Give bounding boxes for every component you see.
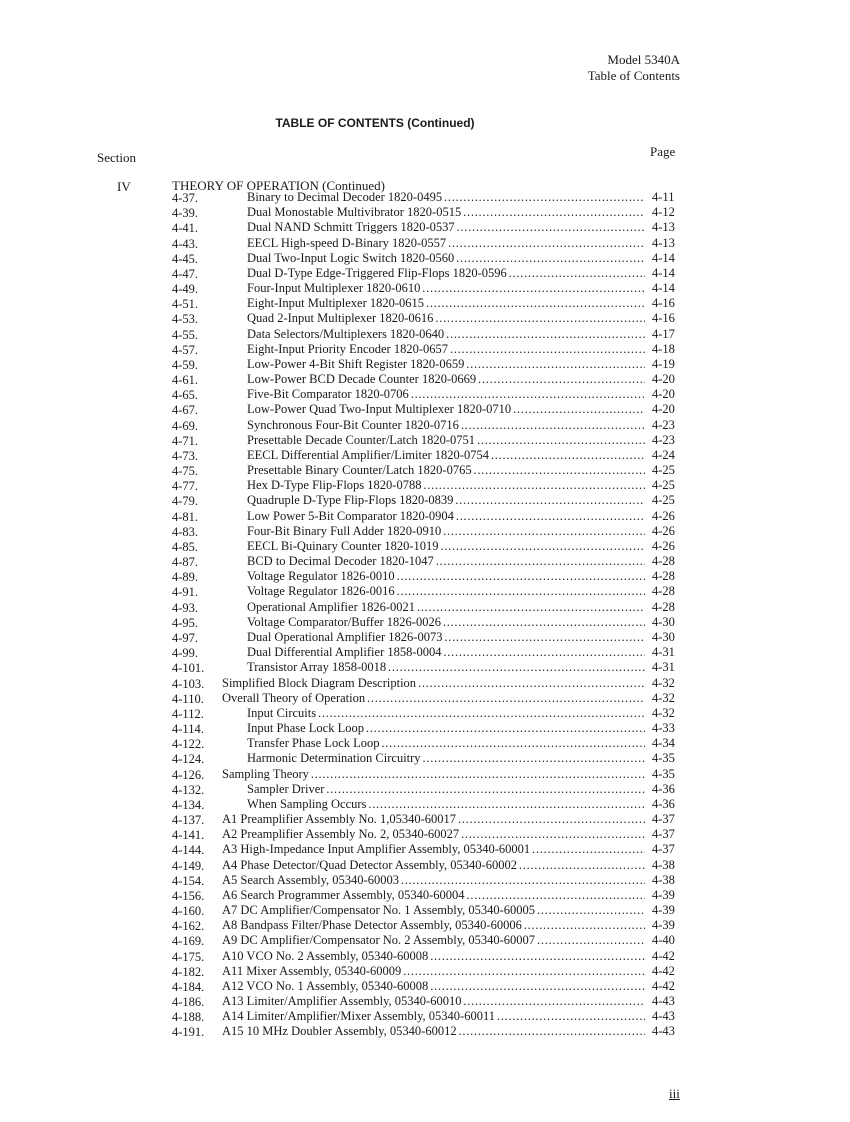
entry-number: 4-188. bbox=[172, 1010, 205, 1025]
entry-page: 4-11 bbox=[652, 190, 675, 204]
entry-title: Presettable Binary Counter/Latch 1820-0765 . . . bbox=[247, 463, 645, 478]
entry-page: 4-26 bbox=[652, 538, 675, 553]
entry-page: 4-25 bbox=[652, 493, 675, 508]
entry-page: 4-20 bbox=[652, 387, 675, 402]
entry-title: Four-Bit Binary Full Adder 1820-0910 . . . bbox=[247, 524, 645, 539]
entry-title: Overall Theory of Operation . . . bbox=[222, 691, 645, 706]
entry-title: A6 Search Programmer Assembly, 05340-60004 . . . bbox=[222, 888, 645, 903]
entry-page: 4-14 bbox=[652, 281, 675, 296]
entry-page: 4-35 bbox=[652, 751, 675, 766]
entry-page: 4-35 bbox=[652, 766, 675, 781]
entry-page: 4-28 bbox=[652, 554, 675, 569]
entry-title: Dual Differential Amplifier 1858-0004 . . . bbox=[247, 645, 645, 660]
entry-page: 4-39 bbox=[652, 903, 675, 918]
entry-number: 4-134. bbox=[172, 797, 205, 812]
entry-title: A13 Limiter/Amplifier Assembly, 05340-60010 . . . bbox=[222, 994, 645, 1009]
toc-entry[interactable] bbox=[172, 736, 687, 751]
entry-page: 4-23 bbox=[652, 417, 675, 432]
entry-number: 4-175. bbox=[172, 949, 205, 964]
toc-entry[interactable] bbox=[172, 448, 687, 463]
entry-number: 4-47. bbox=[172, 266, 199, 281]
toc-entry[interactable] bbox=[172, 873, 687, 888]
entry-number: 4-51. bbox=[172, 297, 199, 312]
toc-entry[interactable] bbox=[172, 903, 687, 918]
toc-entry[interactable] bbox=[172, 812, 687, 827]
toc-entry[interactable] bbox=[172, 190, 687, 205]
entry-page: 4-25 bbox=[652, 463, 675, 478]
entry-page: 4-26 bbox=[652, 508, 675, 523]
entry-title: Voltage Regulator 1826-0010 . . . bbox=[247, 569, 645, 584]
toc-entry[interactable] bbox=[172, 236, 687, 251]
entry-title: Voltage Regulator 1826-0016 . . . bbox=[247, 584, 645, 599]
entry-title: Transistor Array 1858-0018 . . . bbox=[247, 660, 645, 675]
entry-title: EECL Bi-Quinary Counter 1820-1019 . . . bbox=[247, 539, 645, 554]
entry-title: Simplified Block Diagram Description . . . bbox=[222, 676, 645, 691]
entry-page: 4-16 bbox=[652, 296, 675, 311]
entry-title: A2 Preamplifier Assembly No. 2, 05340-60027 . . . bbox=[222, 827, 645, 842]
toc-entry[interactable] bbox=[172, 311, 687, 326]
entry-page: 4-28 bbox=[652, 569, 675, 584]
entry-page: 4-31 bbox=[652, 645, 675, 660]
entry-title: Voltage Comparator/Buffer 1826-0026 . . . bbox=[247, 615, 645, 630]
entry-page: 4-28 bbox=[652, 584, 675, 599]
toc-entry[interactable] bbox=[172, 266, 687, 281]
entry-number: 4-154. bbox=[172, 873, 205, 888]
entry-number: 4-132. bbox=[172, 782, 205, 797]
entry-title: A5 Search Assembly, 05340-60003 . . . bbox=[222, 873, 645, 888]
toc-entry[interactable] bbox=[172, 493, 687, 508]
entry-number: 4-67. bbox=[172, 403, 199, 418]
entry-number: 4-43. bbox=[172, 236, 199, 251]
entry-number: 4-49. bbox=[172, 282, 199, 297]
entry-title: Eight-Input Priority Encoder 1820-0657 . . . bbox=[247, 342, 645, 357]
entry-number: 4-75. bbox=[172, 464, 199, 479]
entry-title: Synchronous Four-Bit Counter 1820-0716 . . . bbox=[247, 418, 645, 433]
entry-page: 4-14 bbox=[652, 265, 675, 280]
entry-number: 4-169. bbox=[172, 934, 205, 949]
entry-page: 4-25 bbox=[652, 478, 675, 493]
toc-entry[interactable] bbox=[172, 645, 687, 660]
entry-title: A9 DC Amplifier/Compensator No. 2 Assembly, 05340-60007 . . . bbox=[222, 933, 645, 948]
entry-page: 4-30 bbox=[652, 614, 675, 629]
entry-number: 4-156. bbox=[172, 888, 205, 903]
entry-number: 4-39. bbox=[172, 206, 199, 221]
entry-number: 4-144. bbox=[172, 843, 205, 858]
entry-number: 4-191. bbox=[172, 1025, 205, 1040]
entry-page: 4-16 bbox=[652, 311, 675, 326]
entry-number: 4-81. bbox=[172, 509, 199, 524]
toc-entry[interactable] bbox=[172, 433, 687, 448]
toc-entry[interactable] bbox=[172, 842, 687, 857]
entry-number: 4-99. bbox=[172, 646, 199, 661]
toc-entry[interactable] bbox=[172, 402, 687, 417]
entry-number: 4-91. bbox=[172, 585, 199, 600]
toc-entry[interactable] bbox=[172, 1024, 687, 1039]
entry-page: 4-42 bbox=[652, 948, 675, 963]
entry-number: 4-149. bbox=[172, 858, 205, 873]
entry-title: Input Phase Lock Loop . . . bbox=[247, 721, 645, 736]
entry-number: 4-73. bbox=[172, 448, 199, 463]
entry-page: 4-20 bbox=[652, 372, 675, 387]
entry-title: Harmonic Determination Circuitry . . . bbox=[247, 751, 645, 766]
toc-entry[interactable] bbox=[172, 569, 687, 584]
toc-entry[interactable] bbox=[172, 600, 687, 615]
entry-page: 4-32 bbox=[652, 675, 675, 690]
entry-number: 4-186. bbox=[172, 995, 205, 1010]
entry-page: 4-37 bbox=[652, 812, 675, 827]
entry-title: Binary to Decimal Decoder 1820-0495 . . . bbox=[247, 190, 645, 205]
toc-entry[interactable] bbox=[172, 888, 687, 903]
entry-title: Five-Bit Comparator 1820-0706 . . . bbox=[247, 387, 645, 402]
toc-entry[interactable] bbox=[172, 539, 687, 554]
entry-number: 4-122. bbox=[172, 737, 205, 752]
entry-title: A15 10 MHz Doubler Assembly, 05340-60012 . . . bbox=[222, 1024, 645, 1039]
toc-entry[interactable] bbox=[172, 660, 687, 675]
entry-page: 4-26 bbox=[652, 523, 675, 538]
toc-entry[interactable] bbox=[172, 584, 687, 599]
toc-entry[interactable] bbox=[172, 327, 687, 342]
toc-entry[interactable] bbox=[172, 751, 687, 766]
entry-page: 4-13 bbox=[652, 220, 675, 235]
entry-number: 4-162. bbox=[172, 919, 205, 934]
entry-number: 4-37. bbox=[172, 191, 199, 205]
entry-page: 4-23 bbox=[652, 432, 675, 447]
entry-page: 4-34 bbox=[652, 736, 675, 751]
toc-entry[interactable] bbox=[172, 281, 687, 296]
section-column-label: Section bbox=[97, 150, 136, 165]
entry-number: 4-93. bbox=[172, 600, 199, 615]
entry-page: 4-37 bbox=[652, 842, 675, 857]
entry-number: 4-71. bbox=[172, 433, 199, 448]
entry-title: Presettable Decade Counter/Latch 1820-0751 . . . bbox=[247, 433, 645, 448]
entry-title: A3 High-Impedance Input Amplifier Assembly, 05340-60001 . . . bbox=[222, 842, 645, 857]
entry-title: BCD to Decimal Decoder 1820-1047 . . . bbox=[247, 554, 645, 569]
entry-page: 4-37 bbox=[652, 827, 675, 842]
page-header bbox=[588, 52, 680, 84]
entry-page: 4-33 bbox=[652, 721, 675, 736]
toc-entry[interactable] bbox=[172, 372, 687, 387]
entry-title: Low-Power BCD Decade Counter 1820-0669 . . . bbox=[247, 372, 645, 387]
entry-page: 4-39 bbox=[652, 887, 675, 902]
entry-title: EECL High-speed D-Binary 1820-0557 . . . bbox=[247, 236, 645, 251]
entry-title: Transfer Phase Lock Loop . . . bbox=[247, 736, 645, 751]
entry-page: 4-32 bbox=[652, 690, 675, 705]
toc-entry[interactable] bbox=[172, 994, 687, 1009]
entry-number: 4-89. bbox=[172, 570, 199, 585]
toc-entry[interactable] bbox=[172, 827, 687, 842]
entry-number: 4-59. bbox=[172, 357, 199, 372]
entry-title: EECL Differential Amplifier/Limiter 1820-0754 . . . bbox=[247, 448, 645, 463]
entry-title: Dual NAND Schmitt Triggers 1820-0537 . . . bbox=[247, 220, 645, 235]
toc-entry[interactable] bbox=[172, 524, 687, 539]
entry-number: 4-85. bbox=[172, 539, 199, 554]
entry-title: Quadruple D-Type Flip-Flops 1820-0839 . . . bbox=[247, 493, 645, 508]
toc-entry[interactable] bbox=[172, 706, 687, 721]
entry-number: 4-160. bbox=[172, 904, 205, 919]
toc-entry[interactable] bbox=[172, 342, 687, 357]
entry-title: A8 Bandpass Filter/Phase Detector Assembly, 05340-60006 . . . bbox=[222, 918, 645, 933]
entry-page: 4-12 bbox=[652, 205, 675, 220]
toc-entry[interactable] bbox=[172, 767, 687, 782]
entry-page: 4-43 bbox=[652, 1024, 675, 1039]
entry-number: 4-184. bbox=[172, 979, 205, 994]
entry-number: 4-95. bbox=[172, 615, 199, 630]
entry-number: 4-141. bbox=[172, 828, 205, 843]
entry-page: 4-20 bbox=[652, 402, 675, 417]
entry-title: Operational Amplifier 1826-0021 . . . bbox=[247, 600, 645, 615]
entry-number: 4-97. bbox=[172, 630, 199, 645]
entry-title: Four-Input Multiplexer 1820-0610 . . . bbox=[247, 281, 645, 296]
section-number: IV bbox=[117, 179, 131, 194]
toc-entry[interactable] bbox=[172, 858, 687, 873]
entry-number: 4-126. bbox=[172, 767, 205, 782]
page-number: iii bbox=[669, 1086, 680, 1101]
entry-title: Dual Two-Input Logic Switch 1820-0560 . . . bbox=[247, 251, 645, 266]
entry-page: 4-13 bbox=[652, 235, 675, 250]
toc-entry[interactable] bbox=[172, 554, 687, 569]
toc-entry[interactable] bbox=[172, 418, 687, 433]
header-model: Model 5340A bbox=[607, 52, 680, 67]
toc-entry[interactable] bbox=[172, 463, 687, 478]
entry-title: Low-Power 4-Bit Shift Register 1820-0659 . . . bbox=[247, 357, 645, 372]
toc-entry[interactable] bbox=[172, 721, 687, 736]
entry-title: Input Circuits . . . bbox=[247, 706, 645, 721]
entry-number: 4-55. bbox=[172, 327, 199, 342]
entry-page: 4-36 bbox=[652, 781, 675, 796]
toc-entry[interactable] bbox=[172, 918, 687, 933]
entry-title: A4 Phase Detector/Quad Detector Assembly, 05340-60002 . . . bbox=[222, 858, 645, 873]
toc-entry[interactable] bbox=[172, 220, 687, 235]
entry-page: 4-43 bbox=[652, 1009, 675, 1024]
entry-page: 4-36 bbox=[652, 796, 675, 811]
page-column-label: Page bbox=[650, 144, 676, 159]
entry-title: A12 VCO No. 1 Assembly, 05340-60008 . . . bbox=[222, 979, 645, 994]
entry-number: 4-112. bbox=[172, 706, 204, 721]
entry-number: 4-137. bbox=[172, 813, 205, 828]
entry-title: Sampling Theory . . . bbox=[222, 767, 645, 782]
entry-title: Quad 2-Input Multiplexer 1820-0616 . . . bbox=[247, 311, 645, 326]
header-doc: Table of Contents bbox=[587, 68, 680, 83]
entry-page: 4-39 bbox=[652, 918, 675, 933]
entry-page: 4-18 bbox=[652, 341, 675, 356]
toc-entries bbox=[172, 190, 687, 1040]
toc-title: TABLE OF CONTENTS (Continued) bbox=[275, 116, 475, 130]
section-title: THEORY OF OPERATION (Continued) bbox=[172, 178, 385, 193]
entry-page: 4-31 bbox=[652, 660, 675, 675]
entry-number: 4-45. bbox=[172, 251, 199, 266]
toc-entry[interactable] bbox=[172, 933, 687, 948]
entry-page: 4-32 bbox=[652, 705, 675, 720]
entry-page: 4-24 bbox=[652, 447, 675, 462]
toc-entry[interactable] bbox=[172, 964, 687, 979]
entry-page: 4-14 bbox=[652, 250, 675, 265]
toc-entry[interactable] bbox=[172, 509, 687, 524]
entry-number: 4-77. bbox=[172, 479, 199, 494]
toc-entry[interactable] bbox=[172, 251, 687, 266]
entry-page: 4-19 bbox=[652, 356, 675, 371]
entry-number: 4-110. bbox=[172, 691, 204, 706]
toc-entry[interactable] bbox=[172, 478, 687, 493]
entry-number: 4-69. bbox=[172, 418, 199, 433]
toc-entry[interactable] bbox=[172, 676, 687, 691]
entry-title: Hex D-Type Flip-Flops 1820-0788 . . . bbox=[247, 478, 645, 493]
toc-entry[interactable] bbox=[172, 949, 687, 964]
entry-page: 4-40 bbox=[652, 933, 675, 948]
entry-title: Data Selectors/Multiplexers 1820-0640 . . . bbox=[247, 327, 645, 342]
entry-title: A14 Limiter/Amplifier/Mixer Assembly, 05340-60011 . . . bbox=[222, 1009, 645, 1024]
toc-entry[interactable] bbox=[172, 1009, 687, 1024]
entry-title: A7 DC Amplifier/Compensator No. 1 Assembly, 05340-60005 . . . bbox=[222, 903, 645, 918]
toc-entry[interactable] bbox=[172, 357, 687, 372]
entry-page: 4-38 bbox=[652, 872, 675, 887]
entry-title: A10 VCO No. 2 Assembly, 05340-60008 . . . bbox=[222, 949, 645, 964]
entry-page: 4-42 bbox=[652, 963, 675, 978]
entry-title: Eight-Input Multiplexer 1820-0615 . . . bbox=[247, 296, 645, 311]
entry-number: 4-41. bbox=[172, 221, 199, 236]
entry-number: 4-103. bbox=[172, 676, 205, 691]
toc-entry[interactable] bbox=[172, 630, 687, 645]
toc-entry[interactable] bbox=[172, 797, 687, 812]
entry-title: Dual D-Type Edge-Triggered Flip-Flops 1820-0596 . . . bbox=[247, 266, 645, 281]
entry-title: Dual Operational Amplifier 1826-0073 . . . bbox=[247, 630, 645, 645]
entry-page: 4-30 bbox=[652, 629, 675, 644]
entry-page: 4-28 bbox=[652, 599, 675, 614]
entry-title: Dual Monostable Multivibrator 1820-0515 . . . bbox=[247, 205, 645, 220]
toc-entry[interactable] bbox=[172, 979, 687, 994]
entry-number: 4-65. bbox=[172, 388, 199, 403]
entry-title: A11 Mixer Assembly, 05340-60009 . . . bbox=[222, 964, 645, 979]
entry-page: 4-42 bbox=[652, 978, 675, 993]
entry-title: A1 Preamplifier Assembly No. 1,05340-60017 . . . bbox=[222, 812, 645, 827]
toc-entry[interactable] bbox=[172, 691, 687, 706]
entry-number: 4-79. bbox=[172, 494, 199, 509]
entry-number: 4-57. bbox=[172, 342, 199, 357]
toc-entry[interactable] bbox=[172, 205, 687, 220]
entry-page: 4-43 bbox=[652, 994, 675, 1009]
toc-entry[interactable] bbox=[172, 296, 687, 311]
entry-number: 4-87. bbox=[172, 555, 199, 570]
entry-page: 4-17 bbox=[652, 326, 675, 341]
toc-entry[interactable] bbox=[172, 782, 687, 797]
entry-number: 4-83. bbox=[172, 524, 199, 539]
entry-title: Low-Power Quad Two-Input Multiplexer 1820-0710 . . . bbox=[247, 402, 645, 417]
entry-number: 4-114. bbox=[172, 722, 204, 737]
entry-number: 4-124. bbox=[172, 752, 205, 767]
entry-number: 4-182. bbox=[172, 964, 205, 979]
entry-title: When Sampling Occurs . . . bbox=[247, 797, 645, 812]
toc-entry[interactable] bbox=[172, 615, 687, 630]
entry-number: 4-101. bbox=[172, 661, 205, 676]
entry-page: 4-38 bbox=[652, 857, 675, 872]
toc-entry[interactable] bbox=[172, 387, 687, 402]
entry-title: Low Power 5-Bit Comparator 1820-0904 . . . bbox=[247, 509, 645, 524]
entry-number: 4-61. bbox=[172, 373, 199, 388]
entry-number: 4-53. bbox=[172, 312, 199, 327]
entry-title: Sampler Driver . . . bbox=[247, 782, 645, 797]
